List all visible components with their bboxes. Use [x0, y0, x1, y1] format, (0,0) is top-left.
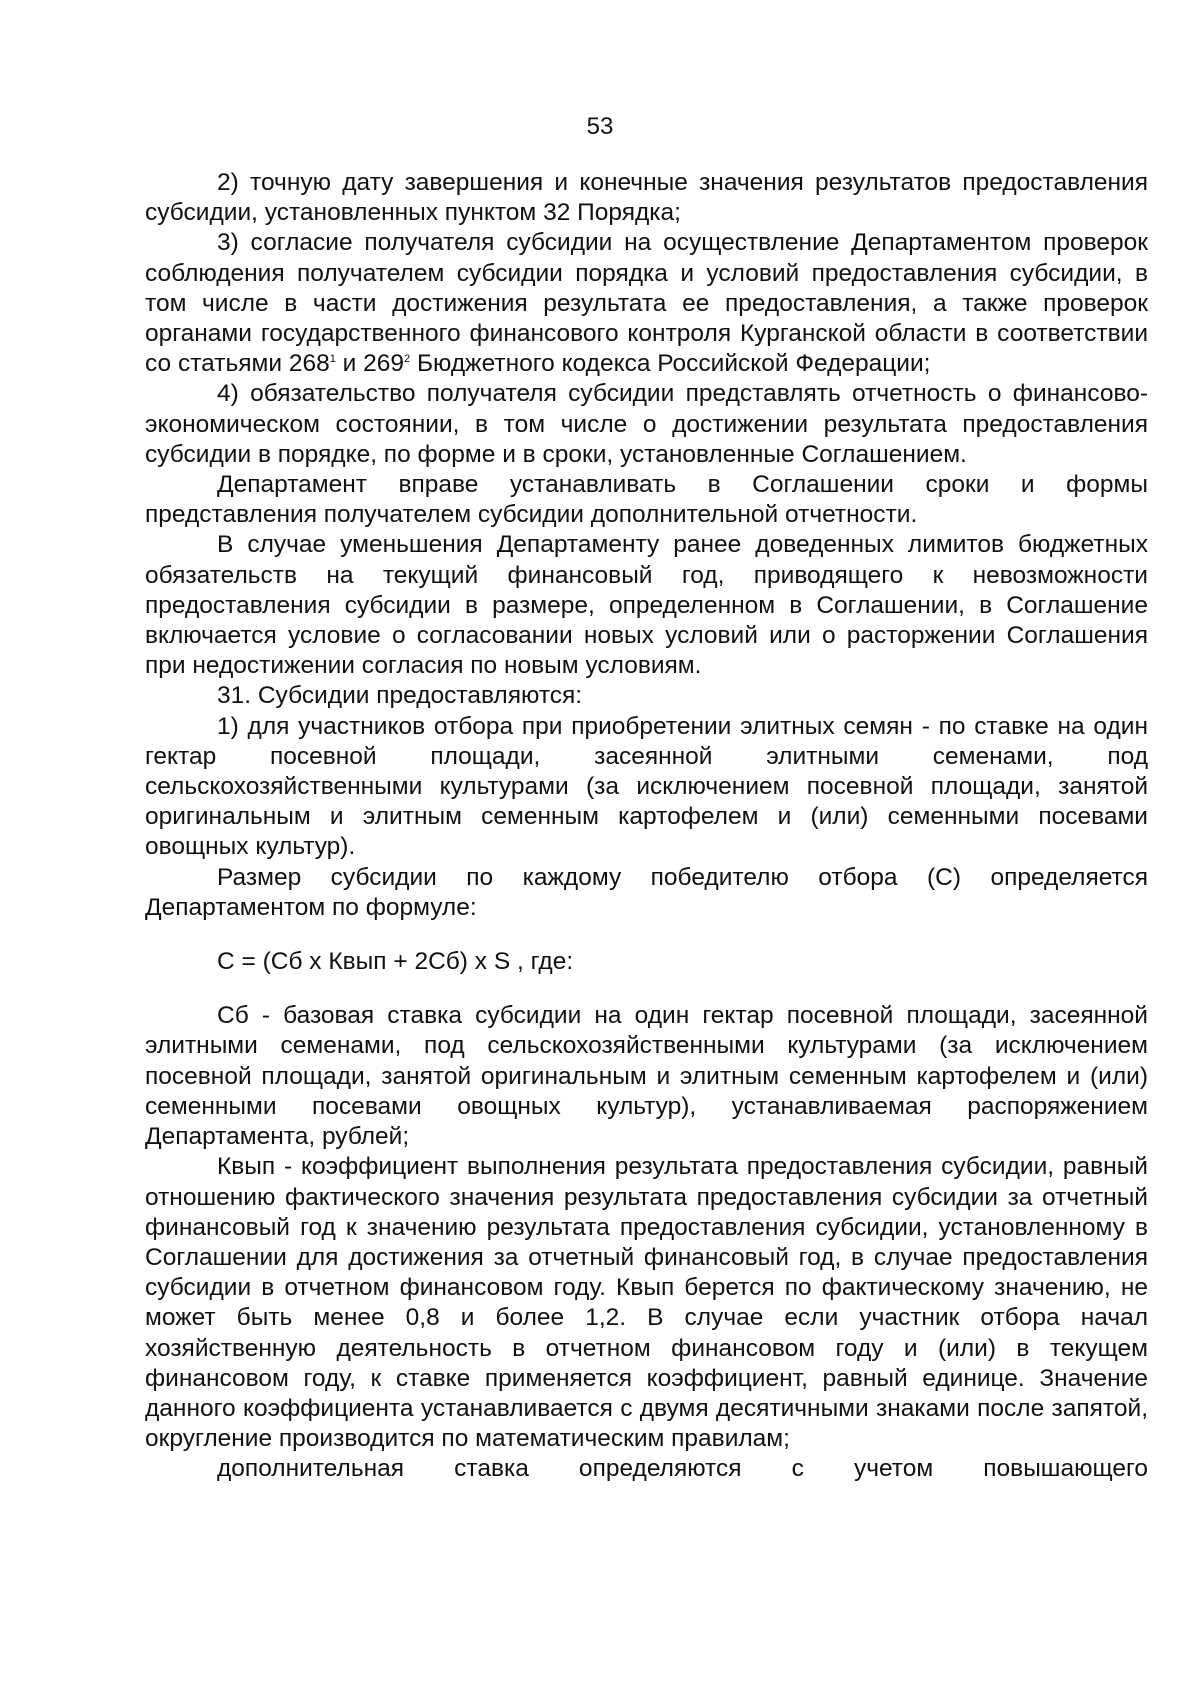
paragraph-limits-reduction: В случае уменьшения Департаменту ранее доведенных лимитов бюджетных обязательств на текущий финансовый год, приводящего к невозможности предоставления субсидии в размере, определенном в Соглашении, в Соглашение включается условие о согласовании новых условий или о расторжении Соглашения при недостижении согласия по новым условиям. — [145, 531, 1148, 680]
superscript-2: 2 — [404, 353, 411, 366]
superscript-1: 1 — [329, 353, 336, 366]
paragraph-additional-rate: дополнительная ставка определяются с учетом повышающего — [217, 1455, 1148, 1483]
document-body — [145, 168, 1148, 1485]
subsidy-formula: С = (Сб х Квып + 2Сб) х S , где: — [217, 948, 574, 976]
paragraph-item-3 — [145, 228, 1148, 379]
paragraph-base-rate: Сб - базовая ставка субсидии на один гектар посевной площади, засеянной элитными семенами, под сельскохозяйственными культурами (за исключением посевной площади, занятой оригинальным и элитным семенным картофелем и (или) семенными посевами овощных культур), устанавливаемая распоряжением Департамента, рублей; — [145, 1002, 1148, 1151]
paragraph-subsidy-size: Размер субсидии по каждому победителю отбора (С) определяется Департаментом по формуле: — [145, 863, 1148, 921]
paragraph-item-3-text-b: и 269 — [335, 350, 405, 378]
paragraph-item-3-text-a: 3) согласие получателя субсидии на осуществление Департаментом проверок соблюдения получателем субсидии порядка и условий предоставления субсидии, в том числе в части достижения результата ее предоставления, а также проверок органами государственного финансового контроля Курганской области в соответствии со статьями 268 — [145, 229, 1148, 378]
paragraph-department-rights: Департамент вправе устанавливать в Соглашении сроки и формы представления получателем субсидии дополнительной отчетности. — [145, 471, 1148, 529]
paragraph-coefficient: Квып - коэффициент выполнения результата предоставления субсидии, равный отношению фактического значения результата предоставления субсидии за отчетный финансовый год к значению результата предоставления субсидии, установленному в Соглашении для достижения за отчетный финансовый год, в случае предоставления субсидии в отчетном финансовом году. Квып берется по фактическому значению, не может быть менее 0,8 и более 1,2. В случае если участник отбора начал хозяйственную деятельность в отчетном финансовом году и (или) в текущем финансовом году, к ставке применяется коэффициент, равный единице. Значение данного коэффициента устанавливается с двумя десятичными знаками после запятой, округление производится по математическим правилам; — [145, 1153, 1148, 1453]
paragraph-item-4: 4) обязательство получателя субсидии представлять отчетность о финансово-экономическом состоянии, в том числе о достижении результата предоставления субсидии в порядке, по форме и в сроки, установленные Соглашением. — [145, 380, 1148, 468]
page-number: 53 — [586, 113, 614, 140]
paragraph-item-3-text-c: Бюджетного кодекса Российской Федерации; — [410, 350, 931, 378]
paragraph-clause-31-item-1: 1) для участников отбора при приобретении элитных семян - по ставке на один гектар посевной площади, засеянной элитными семенами, под сельскохозяйственными культурами (за исключением посевной площади, занятой оригинальным и элитным семенным картофелем и (или) семенными посевами овощных культур). — [145, 712, 1148, 861]
paragraph-clause-31: 31. Субсидии предоставляются: — [217, 682, 583, 710]
paragraph-item-2: 2) точную дату завершения и конечные значения результатов предоставления субсидии, установленных пунктом 32 Порядка; — [145, 169, 1148, 227]
